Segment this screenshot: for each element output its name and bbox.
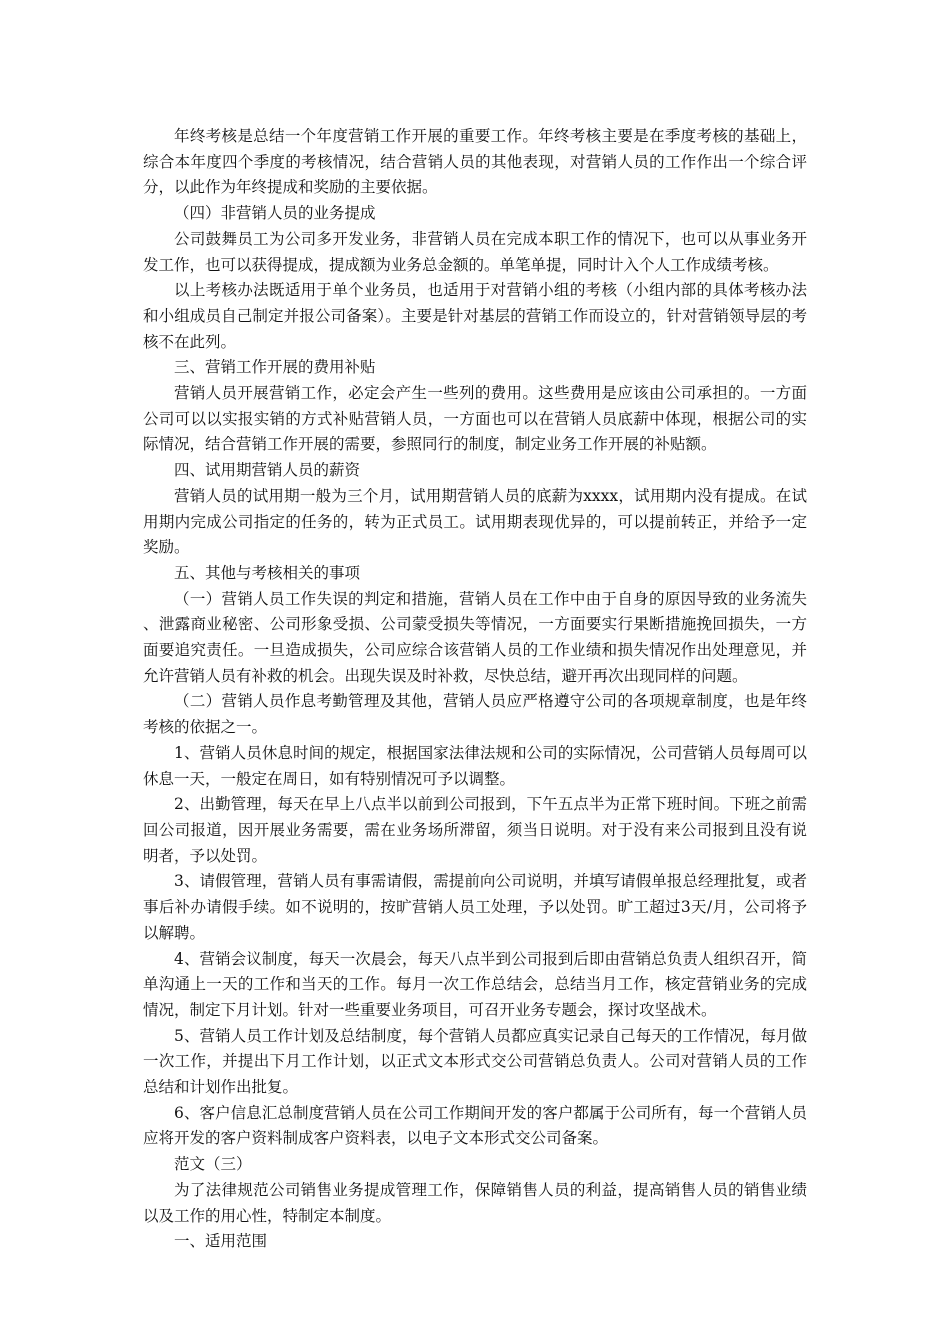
heading-non-sales-commission: （四）非营销人员的业务提成 <box>174 204 376 223</box>
heading-probation-salary: 四、试用期营销人员的薪资 <box>174 461 361 480</box>
paragraph-annual-review: 年终考核是总结一个年度营销工作开展的重要工作。年终考核主要是在季度考核的基础上，综合本年度四个季度的考核情况，结合营销人员的其他表现，对营销人员的工作作出一个综合评分，以此作为年终提成和奖励的主要依据。 <box>143 127 807 197</box>
paragraph-work-plan: 5、营销人员工作计划及总结制度，每个营销人员都应真实记录自己每天的工作情况，每月做一次工作，并提出下月工作计划，以正式文本形式交公司营销总负责人。公司对营销人员的工作总结和计划作出批复。 <box>143 1026 807 1097</box>
paragraph-leave-management: 3、请假管理，营销人员有事需请假，需提前向公司说明，并填写请假单报总经理批复，或者事后补办请假手续。如不说明的，按旷营销人员工处理，予以处罚。旷工超过3天/月，公司将予以解聘。 <box>143 872 807 942</box>
paragraph-assessment-scope: 以上考核办法既适用于单个业务员，也适用于对营销小组的考核（小组内部的具体考核办法和小组成员自己制定并报公司备案）。主要是针对基层的营销工作而设立的，针对营销领导层的考核不在此列。 <box>143 281 807 351</box>
heading-scope: 一、适用范围 <box>174 1232 268 1251</box>
paragraph-attendance-management: 2、出勤管理，每天在早上八点半以前到公司报到，下午五点半为正常下班时间。下班之前需回公司报道，因开展业务需要，需在业务场所滞留，须当日说明。对于没有来公司报到且没有说明者，予以处罚。 <box>143 795 807 865</box>
paragraph-rest-time: 1、营销人员休息时间的规定，根据国家法律法规和公司的实际情况，公司营销人员每周可以休息一天，一般定在周日，如有特别情况可予以调整。 <box>143 743 807 788</box>
paragraph-attendance: （二）营销人员作息考勤管理及其他，营销人员应严格遵守公司的各项规章制度，也是年终考核的依据之一。 <box>143 692 807 737</box>
document-body <box>143 124 807 1255</box>
paragraph-expense-subsidy: 营销人员开展营销工作，必定会产生一些列的费用。这些费用是应该由公司承担的。一方面公司可以以实报实销的方式补贴营销人员，一方面也可以在营销人员底薪中体现，根据公司的实际情况，结合营销工作开展的需要，参照同行的制度，制定业务工作开展的补贴额。 <box>143 384 807 454</box>
paragraph-probation-salary: 营销人员的试用期一般为三个月，试用期营销人员的底薪为xxxx，试用期内没有提成。在试用期内完成公司指定的任务的，转为正式员工。试用期表现优异的，可以提前转正，并给予一定奖励。 <box>143 486 807 557</box>
paragraph-customer-info: 6、客户信息汇总制度营销人员在公司工作期间开发的客户都属于公司所有，每一个营销人员应将开发的客户资料制成客户资料表，以电子文本形式交公司备案。 <box>143 1103 807 1148</box>
heading-other-matters: 五、其他与考核相关的事项 <box>174 563 361 582</box>
paragraph-work-errors: （一）营销人员工作失误的判定和措施，营销人员在工作中由于自身的原因导致的业务流失、泄露商业秘密、公司形象受损、公司蒙受损失等情况，一方面要实行果断措施挽回损失，一方面要追究责任。一旦造成损失，公司应综合该营销人员的工作业绩和损失情况作出处理意见，并允许营销人员有补救的机会。出现失误及时补救，尽快总结，避开再次出现同样的问题。 <box>143 589 807 685</box>
paragraph-meeting-system: 4、营销会议制度，每天一次晨会，每天八点半到公司报到后即由营销总负责人组织召开，简单沟通上一天的工作和当天的工作。每月一次工作总结会，总结当月工作，核定营销业务的完成情况，制定下月计划。针对一些重要业务项目，可召开业务专题会，探讨攻坚战术。 <box>143 949 807 1019</box>
paragraph-purpose: 为了法律规范公司销售业务提成管理工作，保障销售人员的利益，提高销售人员的销售业绩以及工作的用心性，特制定本制度。 <box>143 1180 807 1225</box>
heading-expense-subsidy: 三、营销工作开展的费用补贴 <box>174 358 376 377</box>
paragraph-non-sales-commission: 公司鼓舞员工为公司多开发业务，非营销人员在完成本职工作的情况下，也可以从事业务开发工作，也可以获得提成，提成额为业务总金额的。单笔单提，同时计入个人工作成绩考核。 <box>143 229 807 274</box>
heading-sample-three: 范文（三） <box>174 1155 252 1174</box>
